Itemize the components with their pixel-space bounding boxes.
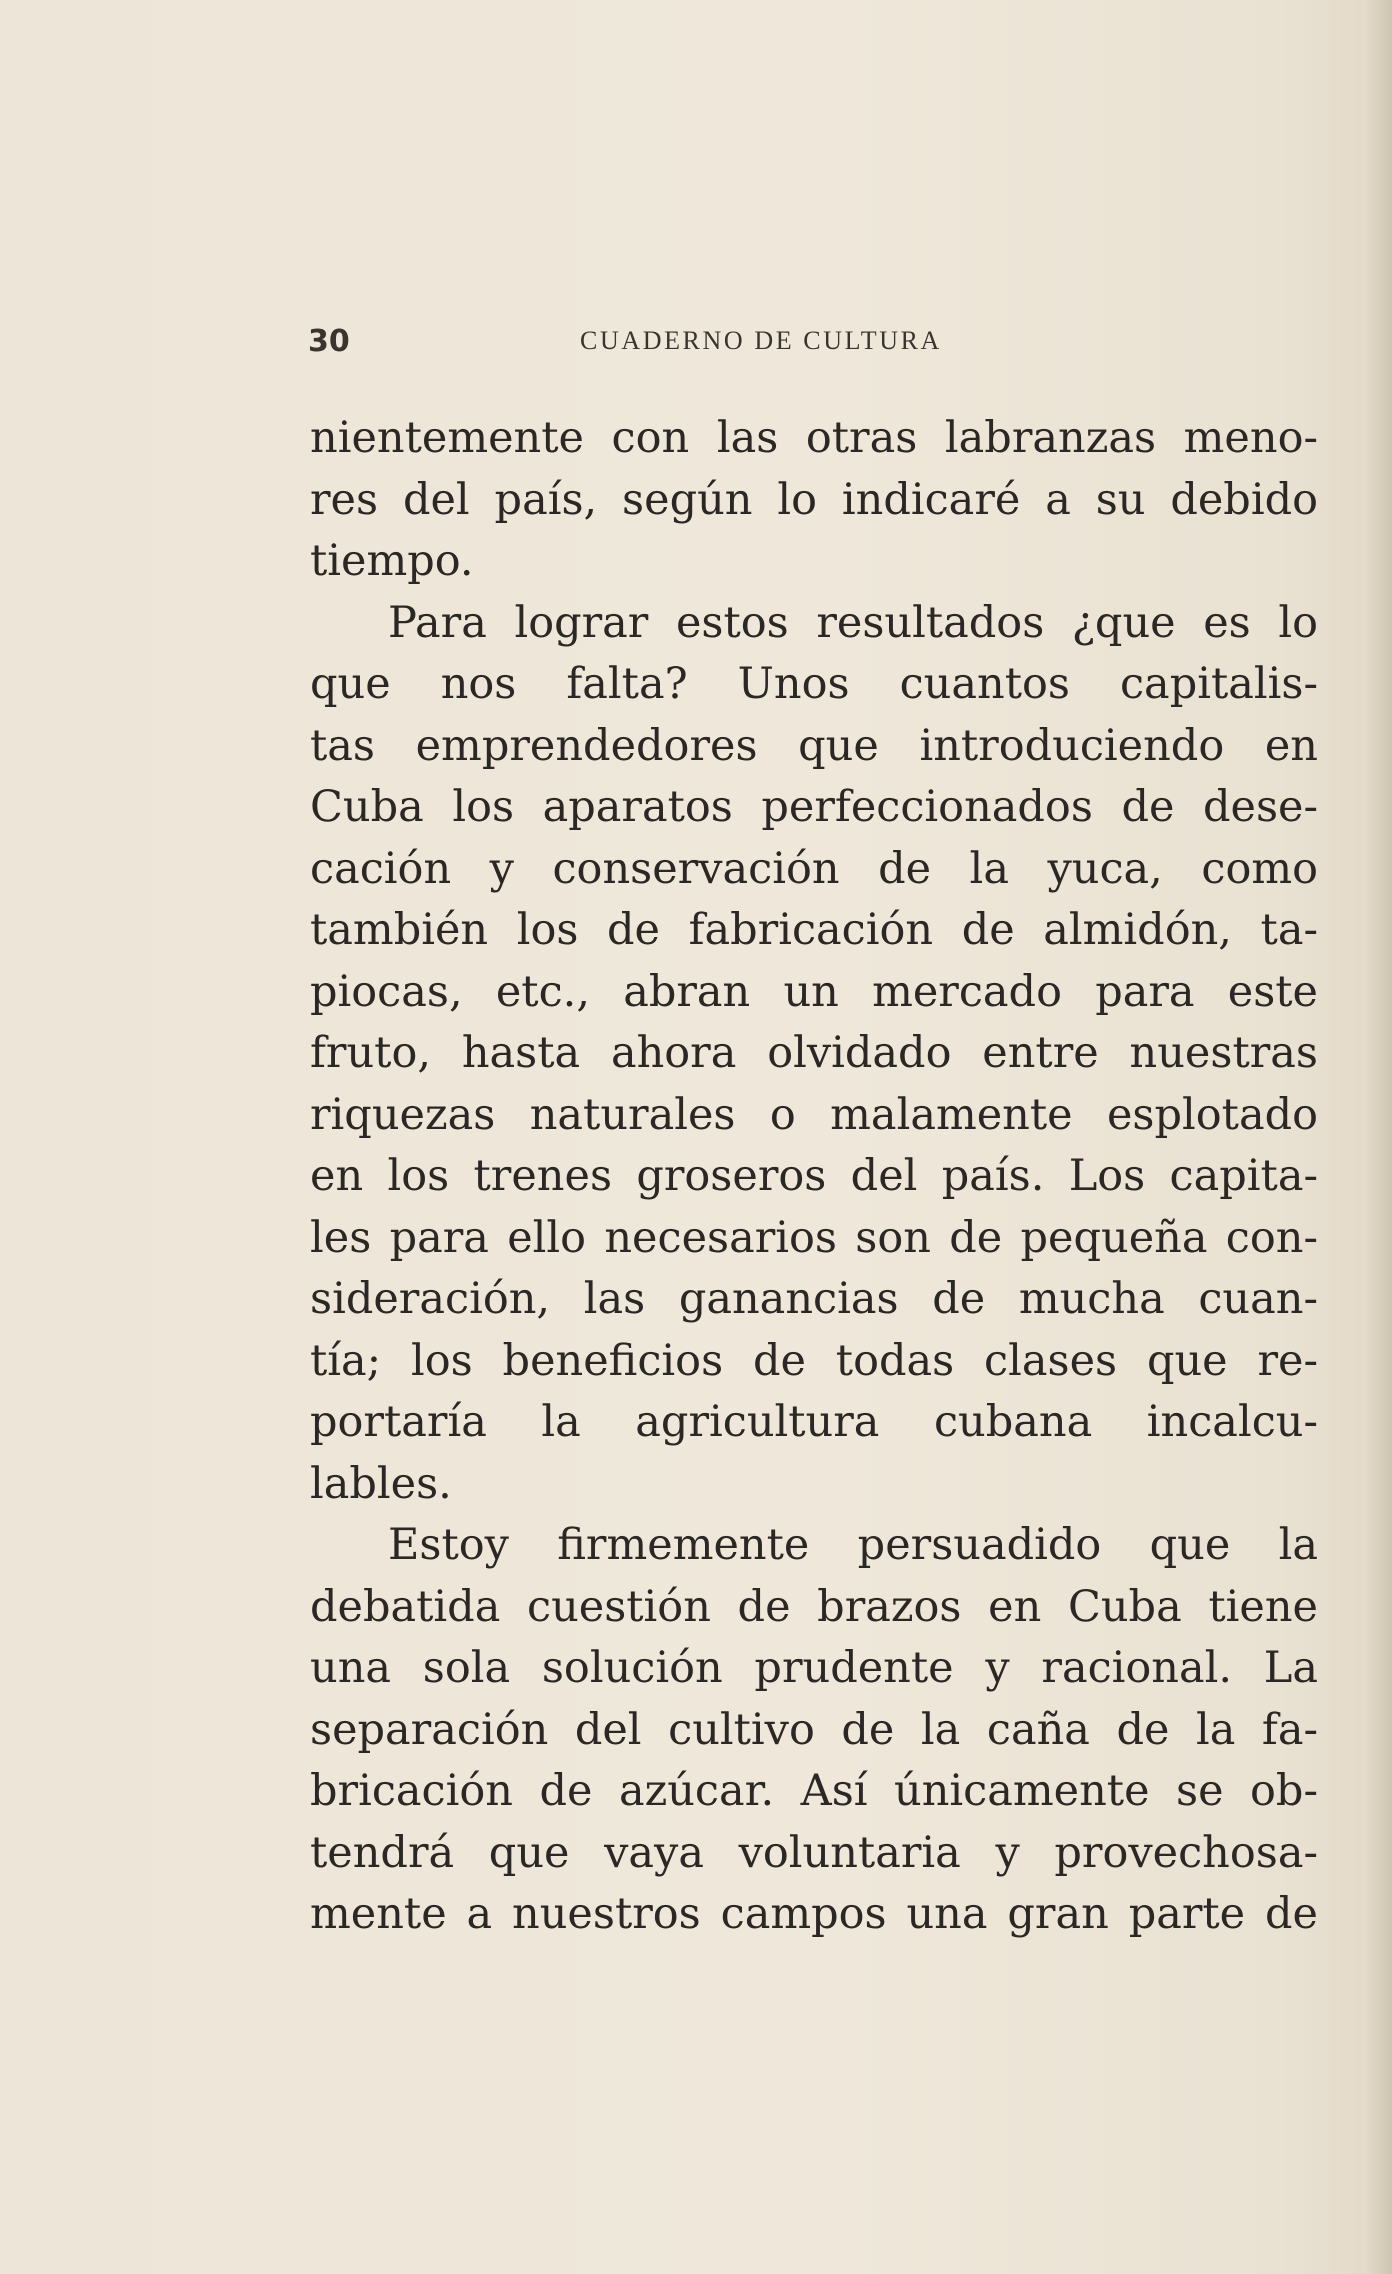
text-line: también los de fabricación de almidón, ta- [310,905,1318,955]
text-line: res del país, según lo indicaré a su debido [310,474,1318,525]
text-line: les para ello necesarios son de pequeña con- [310,1212,1318,1263]
text-line: portaría la agricultura cubana incalcu- [310,1397,1318,1447]
text-line: tiempo. [310,536,474,586]
page-edge-shadow [1366,0,1392,2274]
text-line: tía; los beneficios de todas clases que re- [310,1335,1318,1386]
text-line: una sola solución prudente y racional. La [310,1643,1318,1693]
page-header [308,318,1318,366]
text-line: riquezas naturales o malamente esplotado [310,1089,1318,1140]
text-line: lables. [310,1458,452,1509]
page-number: 30 [308,324,350,359]
text-line: tas emprendedores que introduciendo en [310,720,1318,771]
text-line: separación del cultivo de la caña de la fa- [310,1704,1318,1755]
body-text [310,408,1318,1946]
text-line: tendrá que vaya voluntaria y provechosa- [310,1827,1318,1878]
text-line: debatida cuestión de brazos en Cuba tiene [310,1581,1318,1632]
text-line: que nos falta? Unos cuantos capitalis- [310,659,1318,709]
text-line: cación y conservación de la yuca, como [310,843,1318,894]
text-line: bricación de azúcar. Así únicamente se ob- [310,1766,1318,1816]
text-line: Estoy firmemente persuadido que la [388,1520,1318,1570]
text-line: Para lograr estos resultados ¿que es lo [388,597,1318,648]
text-line: fruto, hasta ahora olvidado entre nuestras [310,1028,1318,1078]
text-line: piocas, etc., abran un mercado para este [310,966,1318,1017]
text-line: en los trenes groseros del país. Los capita- [310,1151,1318,1201]
text-line: nientemente con las otras labranzas meno- [310,413,1318,463]
running-title: CUADERNO DE CULTURA [580,326,942,355]
text-line: mente a nuestros campos una gran parte de [310,1889,1318,1939]
text-line: Cuba los aparatos perfeccionados de dese- [310,782,1318,832]
text-line: sideración, las ganancias de mucha cuan- [310,1274,1318,1324]
